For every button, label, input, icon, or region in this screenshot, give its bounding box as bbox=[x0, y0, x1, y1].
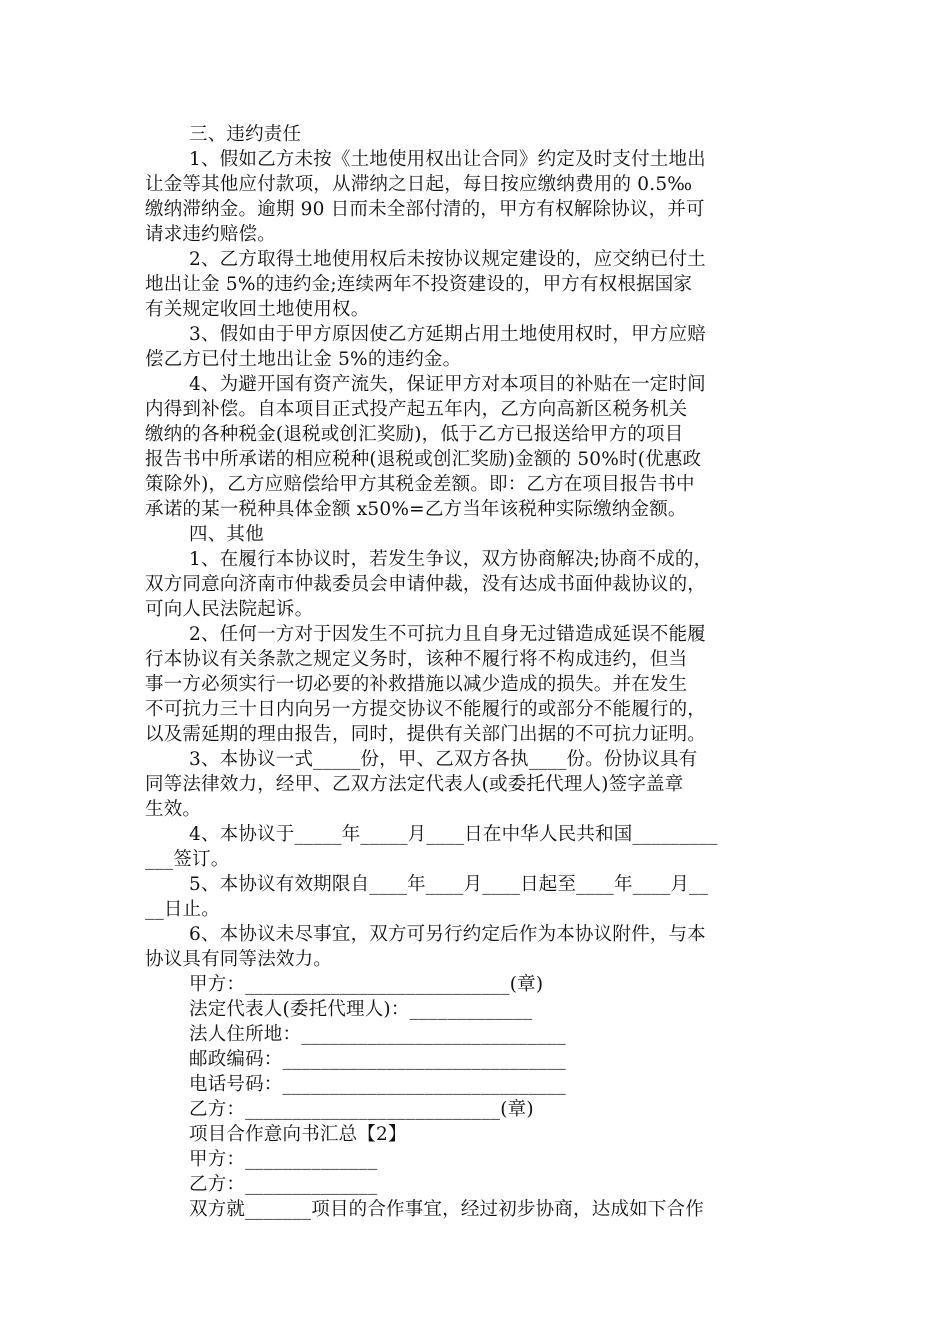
text-line: 甲方：____________________________(章) bbox=[189, 974, 544, 995]
text-line: 1、假如乙方未按《土地使用权出让合同》约定及时支付土地出 bbox=[189, 149, 706, 170]
text-line: 缴纳滞纳金。逾期 90 日而未全部付清的，甲方有权解除协议，并可 bbox=[145, 199, 705, 220]
text-line: 邮政编码：______________________________ bbox=[189, 1049, 567, 1070]
text-line: 行本协议有关条款之规定义务时，该种不履行将不构成违约，但当 bbox=[145, 649, 688, 670]
text-line: 2、任何一方对于因发生不可抗力且自身无过错造成延误不能履 bbox=[189, 624, 706, 645]
text-line: 3、假如由于甲方原因使乙方延期占用土地使用权时，甲方应赔 bbox=[189, 324, 706, 345]
text-line: 6、本协议未尽事宜，双方可另行约定后作为本协议附件，与本 bbox=[189, 924, 706, 945]
text-line: 承诺的某一税种具体金额 x50%=乙方当年该税种实际缴纳金额。 bbox=[145, 499, 687, 520]
text-line: 4、为避开国有资产流失，保证甲方对本项目的补贴在一定时间 bbox=[189, 374, 706, 395]
text-line: 策除外)，乙方应赔偿给甲方其税金差额。即：乙方在项目报告书中 bbox=[145, 474, 695, 495]
text-line: 缴纳的各种税金(退税或创汇奖励)，低于乙方已报送给甲方的项目 bbox=[145, 424, 684, 445]
text-line: 电话号码：______________________________ bbox=[189, 1074, 567, 1095]
text-line: 甲方：______________ bbox=[189, 1149, 378, 1170]
text-line: 双方就_______项目的合作事宜，经过初步协商，达成如下合作 bbox=[189, 1199, 704, 1220]
text-line: 四、其他 bbox=[189, 524, 264, 545]
text-line: 偿乙方已付土地出让金 5%的违约金。 bbox=[145, 349, 462, 370]
text-line: 法定代表人(委托代理人)：_____________ bbox=[189, 999, 533, 1020]
text-line: 1、在履行本协议时，若发生争议，双方协商解决;协商不成的， bbox=[189, 549, 713, 570]
text-line: 事一方必须实行一切必要的补救措施以减少造成的损失。并在发生 bbox=[145, 674, 688, 695]
text-line: 乙方：___________________________(章) bbox=[189, 1099, 534, 1120]
text-line: 有关规定收回土地使用权。 bbox=[145, 299, 370, 320]
text-line: 报告书中所承诺的相应税种(退税或创汇奖励)金额的 50%时(优惠政 bbox=[145, 449, 702, 470]
text-line: 双方同意向济南市仲裁委员会申请仲裁，没有达成书面仲裁协议的， bbox=[145, 574, 707, 595]
text-line: 5、本协议有效期限自____年____月____日起至____年____月__ bbox=[189, 874, 709, 895]
text-line: 4、本协议于_____年_____月____日在中华人民共和国_________ bbox=[189, 824, 718, 845]
text-line: 可向人民法院起诉。 bbox=[145, 599, 314, 620]
text-line: 不可抗力三十日内向另一方提交协议不能履行的或部分不能履行的， bbox=[145, 699, 707, 720]
text-line: 以及需延期的理由报告，同时，提供有关部门出据的不可抗力证明。 bbox=[145, 724, 707, 745]
text-line: 乙方：______________ bbox=[189, 1174, 378, 1195]
text-line: 项目合作意向书汇总【2】 bbox=[189, 1124, 407, 1145]
text-line: 生效。 bbox=[145, 799, 202, 820]
text-line: 地出让金 5%的违约金;连续两年不投资建设的，甲方有权根据国家 bbox=[145, 274, 693, 295]
text-line: 2、乙方取得土地使用权后未按协议规定建设的，应交纳已付土 bbox=[189, 249, 706, 270]
document-page bbox=[145, 122, 809, 1222]
text-line: 协议具有同等法效力。 bbox=[145, 949, 333, 970]
text-line: 3、本协议一式_____份，甲、乙双方各执____份。份协议具有 bbox=[189, 749, 698, 770]
text-line: 法人住所地：____________________________ bbox=[189, 1024, 566, 1045]
text-line: 请求违约赔偿。 bbox=[145, 224, 276, 245]
text-line: __日止。 bbox=[145, 899, 221, 920]
text-line: 内得到补偿。自本项目正式投产起五年内，乙方向高新区税务机关 bbox=[145, 399, 688, 420]
text-line: 让金等其他应付款项，从滞纳之日起，每日按应缴纳费用的 0.5‰ bbox=[145, 174, 693, 195]
text-line: 三、违约责任 bbox=[189, 124, 302, 145]
text-line: 同等法律效力，经甲、乙双方法定代表人(或委托代理人)签字盖章 bbox=[145, 774, 684, 795]
text-line: ___签订。 bbox=[145, 849, 230, 870]
